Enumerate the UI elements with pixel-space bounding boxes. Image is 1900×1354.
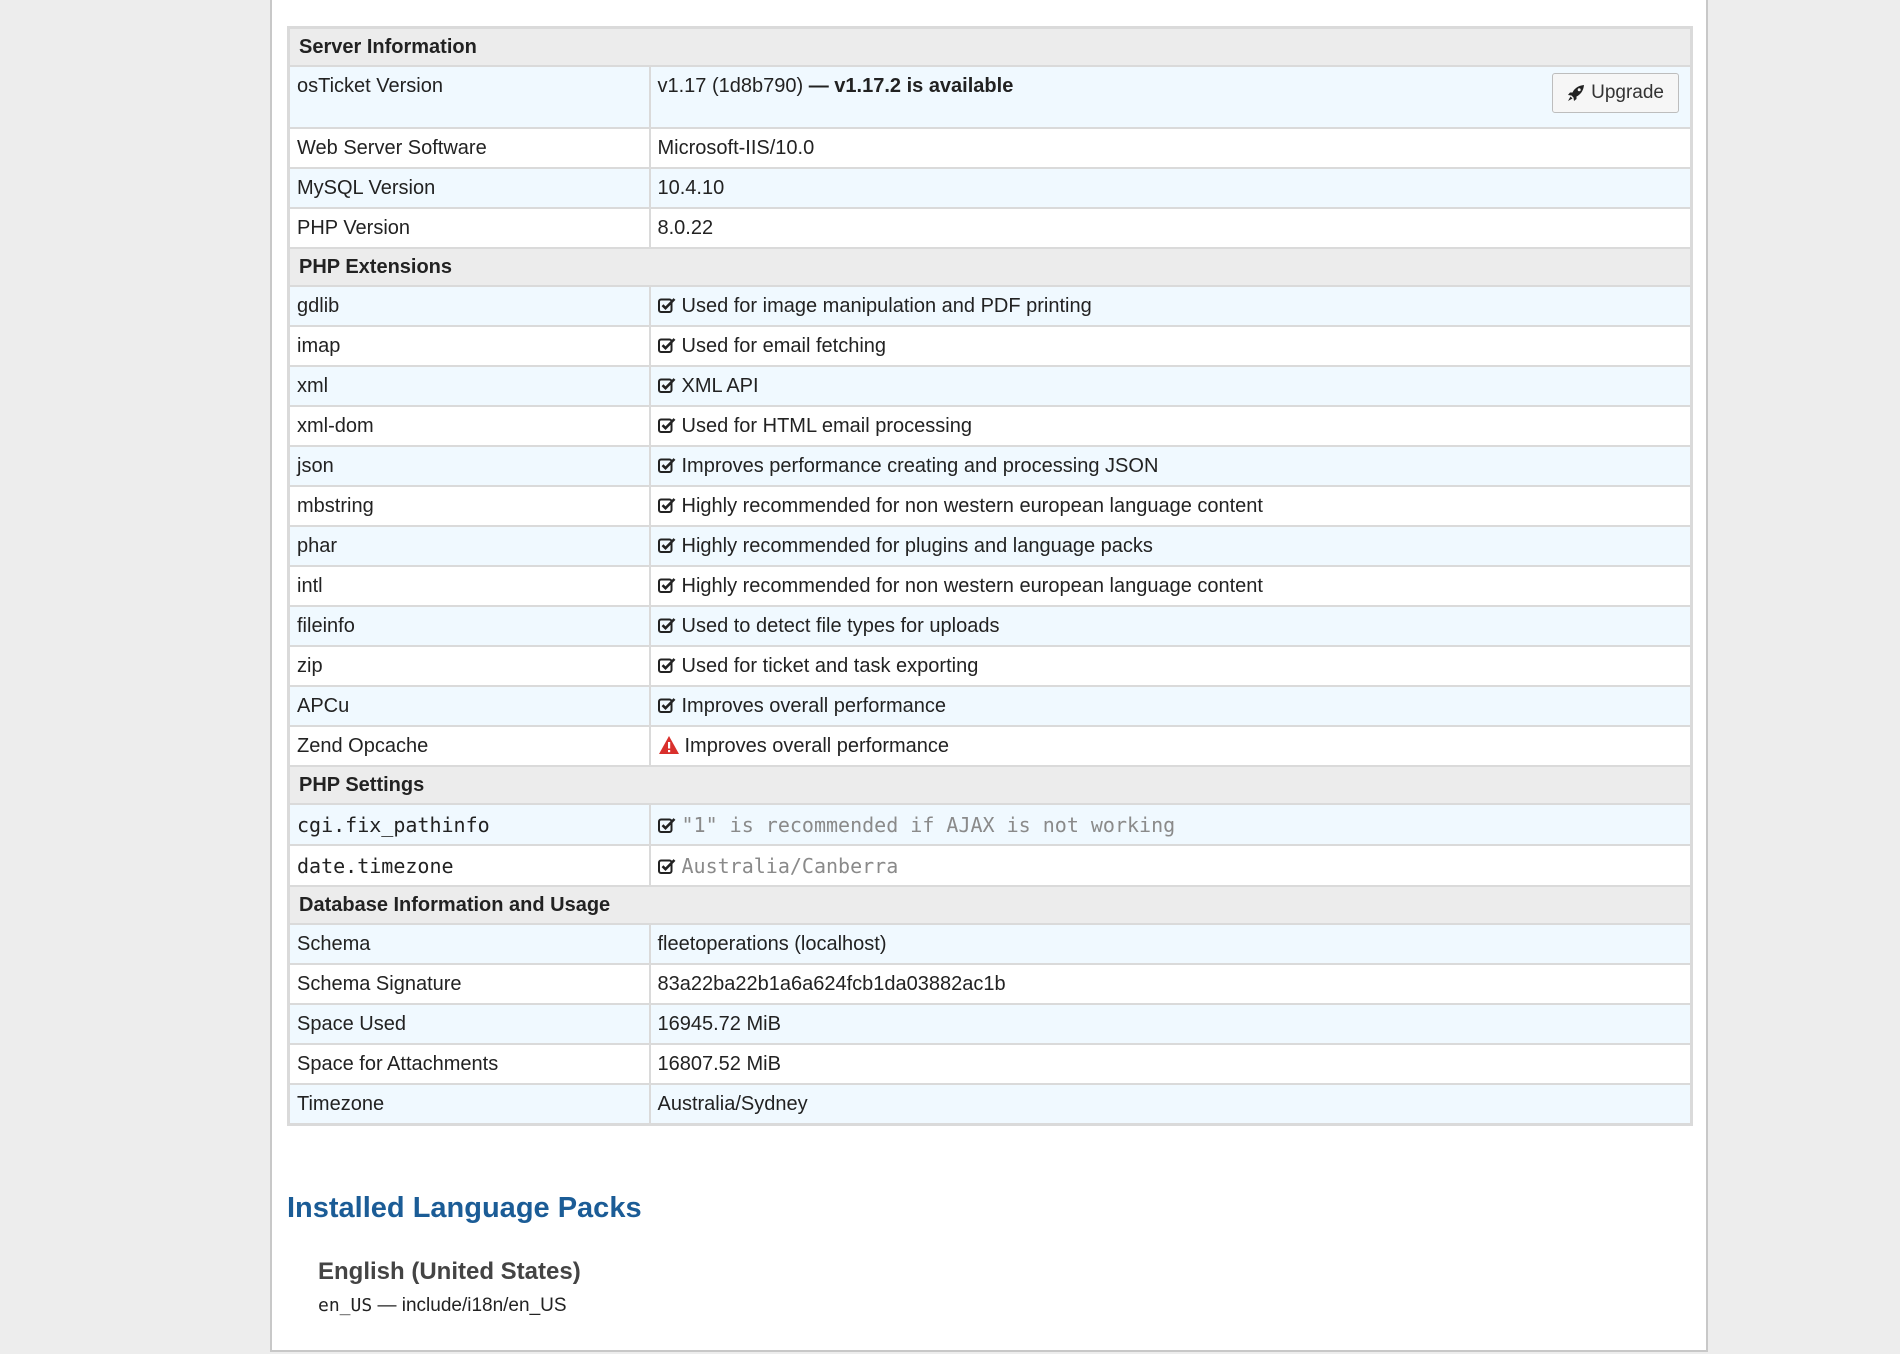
row-label: PHP Version [289, 208, 650, 248]
table-row [289, 566, 1692, 606]
table-row [289, 366, 1692, 406]
extension-desc: Used to detect file types for uploads [681, 614, 1000, 637]
setting-status [650, 804, 1692, 845]
extension-desc: Used for ticket and task exporting [681, 654, 979, 677]
extension-name: imap [289, 326, 650, 366]
extension-status [650, 526, 1692, 566]
rocket-icon [1567, 84, 1585, 102]
table-row [289, 326, 1692, 366]
version-value: v1.17 (1d8b790) [657, 75, 804, 97]
table-row [289, 686, 1692, 726]
table-row [289, 1084, 1692, 1125]
row-value: 16807.52 MiB [650, 1044, 1692, 1084]
language-pack-detail [318, 1295, 567, 1317]
table-row [289, 66, 1692, 128]
extension-desc: Highly recommended for non western european language content [681, 494, 1263, 517]
extension-desc: Improves performance creating and processing JSON [681, 454, 1159, 477]
table-row [289, 606, 1692, 646]
settings-list [289, 804, 1692, 886]
language-pack-name: English (United States) [318, 1258, 581, 1285]
row-label: Space Used [289, 1004, 650, 1044]
table-row [289, 286, 1692, 326]
row-value: 83a22ba22b1a6a624fcb1da03882ac1b [650, 964, 1692, 1004]
check-icon [658, 817, 676, 833]
section-title: PHP Extensions [289, 248, 1692, 286]
table-row [289, 804, 1692, 845]
extension-desc: Highly recommended for non western european language content [681, 574, 1263, 597]
row-label: Space for Attachments [289, 1044, 650, 1084]
row-value: fleetoperations (localhost) [650, 924, 1692, 964]
check-icon [658, 537, 676, 553]
extension-status [650, 446, 1692, 486]
setting-status [650, 845, 1692, 886]
setting-name: date.timezone [289, 845, 650, 886]
language-path: — include/i18n/en_US [377, 1295, 567, 1316]
row-label: Timezone [289, 1084, 650, 1125]
extension-desc: XML API [681, 374, 759, 397]
section-title: PHP Settings [289, 766, 1692, 804]
extension-name: mbstring [289, 486, 650, 526]
row-value: 16945.72 MiB [650, 1004, 1692, 1044]
check-icon [658, 657, 676, 673]
table-row [289, 406, 1692, 446]
table-row [289, 486, 1692, 526]
extension-desc: Used for email fetching [681, 334, 887, 357]
table-row [289, 845, 1692, 886]
extension-name: APCu [289, 686, 650, 726]
language-code: en_US [318, 1295, 373, 1316]
extension-name: fileinfo [289, 606, 650, 646]
check-icon [658, 497, 676, 513]
row-value: Microsoft-IIS/10.0 [650, 128, 1692, 168]
table-row [289, 128, 1692, 168]
system-info-table [287, 26, 1693, 1126]
extensions-list [289, 286, 1692, 766]
extension-name: xml-dom [289, 406, 650, 446]
update-available-text: — v1.17.2 is available [808, 75, 1014, 97]
check-icon [658, 697, 676, 713]
extension-status [650, 406, 1692, 446]
check-icon [658, 377, 676, 393]
extension-status [650, 486, 1692, 526]
table-row [289, 964, 1692, 1004]
extension-desc: Highly recommended for plugins and language packs [681, 534, 1153, 557]
section-header-settings [289, 766, 1692, 804]
section-header-server [289, 28, 1692, 67]
extension-status [650, 646, 1692, 686]
row-value: 8.0.22 [650, 208, 1692, 248]
extension-name: json [289, 446, 650, 486]
check-icon [658, 617, 676, 633]
row-label: Schema [289, 924, 650, 964]
extension-status [650, 686, 1692, 726]
check-icon [658, 337, 676, 353]
extension-status [650, 726, 1692, 766]
setting-desc: Australia/Canberra [681, 853, 899, 878]
row-value [650, 66, 1692, 128]
extension-status [650, 366, 1692, 406]
extension-status [650, 606, 1692, 646]
extension-name: zip [289, 646, 650, 686]
table-row [289, 924, 1692, 964]
extension-desc: Used for HTML email processing [681, 414, 972, 437]
row-value: 10.4.10 [650, 168, 1692, 208]
table-row [289, 168, 1692, 208]
check-icon [658, 858, 676, 874]
table-row [289, 726, 1692, 766]
database-list [289, 924, 1692, 1125]
section-title: Server Information [289, 28, 1692, 67]
check-icon [658, 457, 676, 473]
extension-desc: Improves overall performance [681, 694, 947, 717]
upgrade-label: Upgrade [1591, 82, 1664, 103]
extension-status [650, 566, 1692, 606]
setting-desc: "1" is recommended if AJAX is not working [681, 812, 1176, 837]
content-panel [270, 0, 1708, 1352]
check-icon [658, 297, 676, 313]
table-row [289, 1004, 1692, 1044]
upgrade-button[interactable] [1552, 73, 1679, 113]
table-row [289, 446, 1692, 486]
row-value: Australia/Sydney [650, 1084, 1692, 1125]
table-row [289, 526, 1692, 566]
extension-name: xml [289, 366, 650, 406]
table-row [289, 1044, 1692, 1084]
check-icon [658, 417, 676, 433]
extension-name: phar [289, 526, 650, 566]
section-title: Database Information and Usage [289, 886, 1692, 924]
warning-icon [658, 735, 680, 755]
extension-desc: Improves overall performance [684, 734, 950, 757]
language-packs-title: Installed Language Packs [287, 1192, 642, 1224]
table-row [289, 646, 1692, 686]
extension-name: Zend Opcache [289, 726, 650, 766]
extension-status [650, 326, 1692, 366]
setting-name: cgi.fix_pathinfo [289, 804, 650, 845]
extension-status [650, 286, 1692, 326]
check-icon [658, 577, 676, 593]
extension-desc: Used for image manipulation and PDF printing [681, 294, 1092, 317]
row-label: Web Server Software [289, 128, 650, 168]
table-row [289, 208, 1692, 248]
extension-name: gdlib [289, 286, 650, 326]
section-header-extensions [289, 248, 1692, 286]
section-header-database [289, 886, 1692, 924]
row-label: osTicket Version [289, 66, 650, 128]
row-label: Schema Signature [289, 964, 650, 1004]
row-label: MySQL Version [289, 168, 650, 208]
extension-name: intl [289, 566, 650, 606]
